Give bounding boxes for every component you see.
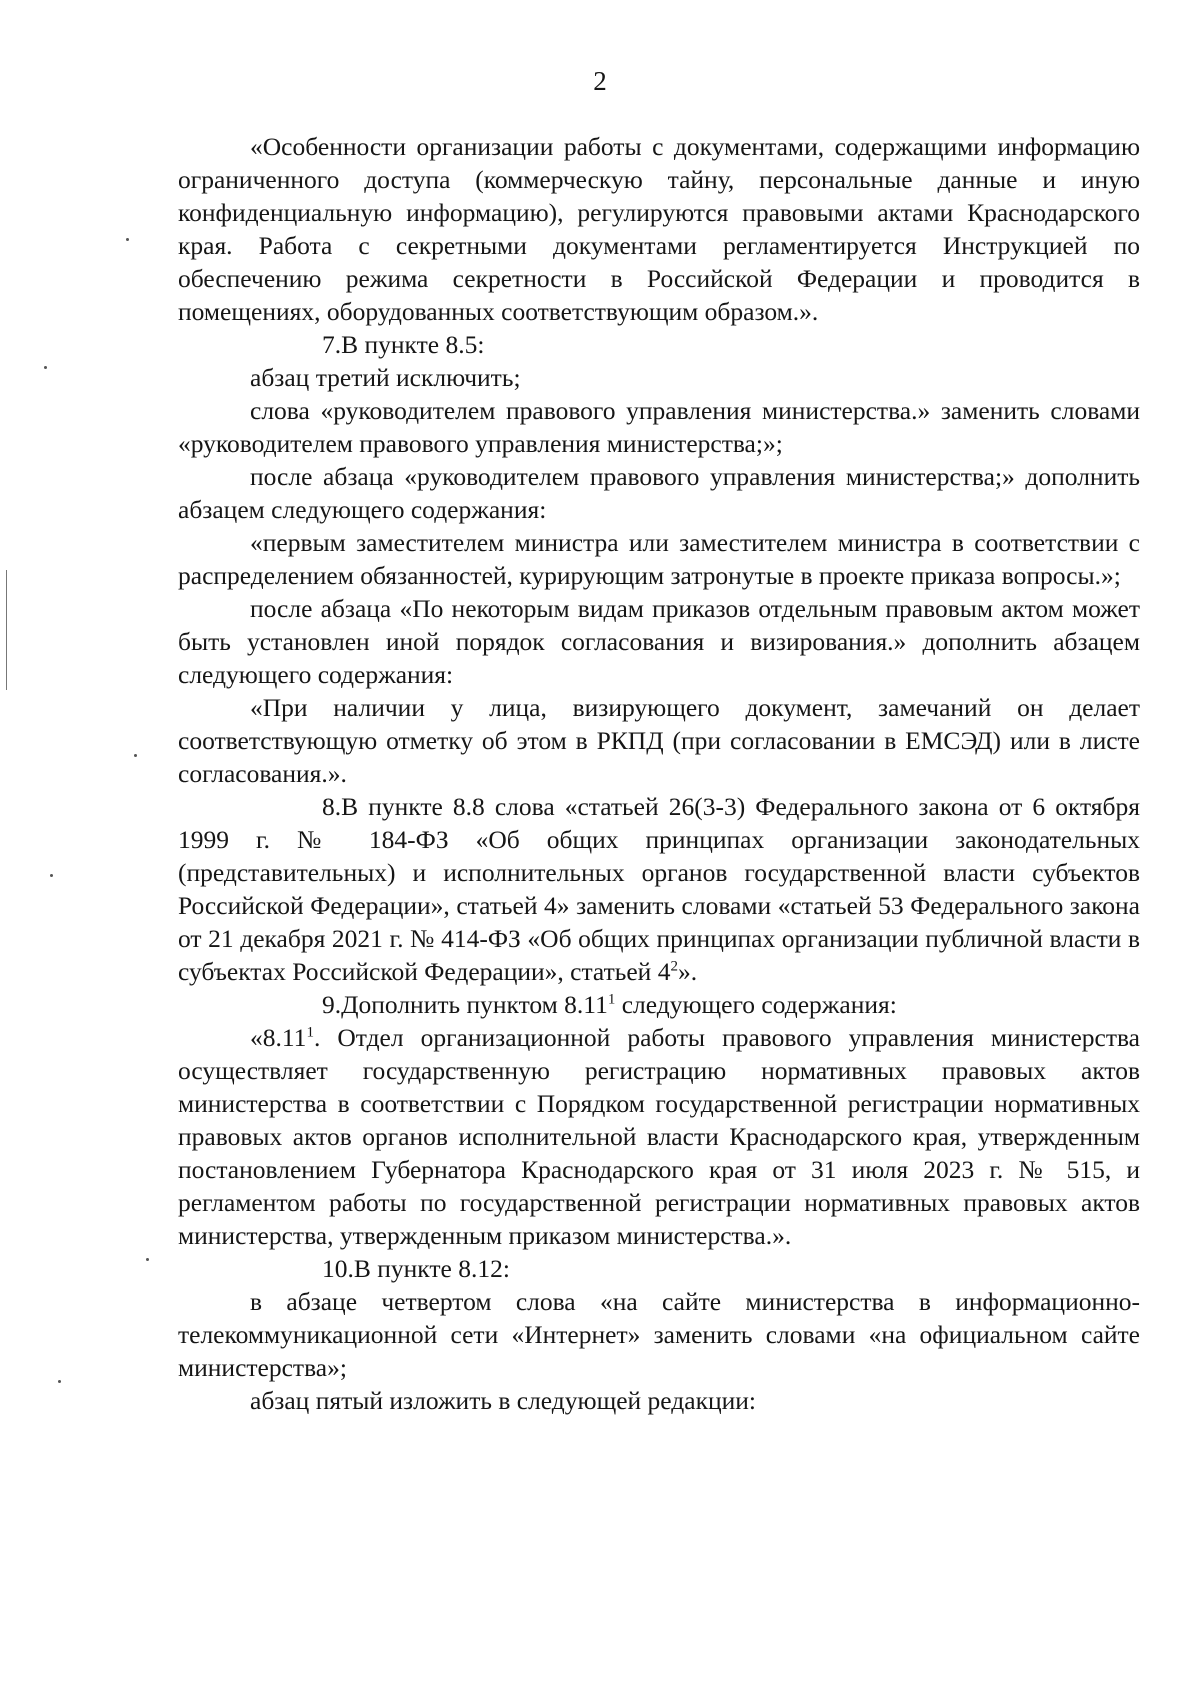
paragraph: в абзаце четвертом слова «на сайте министерства в информационно-телекоммуникационной сети «Интернет» заменить словами «на официальном сайте министерства»; [178,1287,1140,1382]
superscript: 1 [607,991,616,1008]
paragraph: слова «руководителем правового управления министерства.» заменить словами «руководителем правового управления министерства;»; [178,396,1140,458]
scan-speck [134,754,137,757]
list-item: 7.В пункте 8.5: [178,328,1140,361]
item-number: 8. [322,792,342,821]
document-body [178,130,1140,1417]
scan-speck [44,366,47,369]
list-item: 9.Дополнить пунктом 8.11$^1$ следующего содержания: [178,988,1140,1021]
paragraph: «Особенности организации работы с документами, содержащими информацию ограниченного доступа (коммерческую тайну, персональные данные и иную конфиденциальную информацию), регулируются правовыми актами Краснодарского края. Работа с секретными документами регламентируется Инструкцией по обеспечению режима секретности в Российской Федерации и проводится в помещениях, оборудованных соответствующим образом.». [178,132,1140,326]
paragraph: после абзаца «По некоторым видам приказов отдельным правовым актом может быть установлен иной порядок согласования и визирования.» дополнить абзацем следующего содержания: [178,594,1140,689]
paragraph: абзац пятый изложить в следующей редакции: [250,1386,756,1415]
scan-speck [50,874,53,877]
scan-speck [58,1380,61,1383]
list-item: 10.В пункте 8.12: [178,1252,1140,1285]
list-item: 8.В пункте 8.8 слова «статьей 26(3-3) Федерального закона от 6 октября 1999 г. № 184-ФЗ «Об общих принципах организации законодательных (представительных) и исполнительных органов государственной власти субъектов Российской Федерации», статьей 4» заменить словами «статьей 53 Федерального закона от 21 декабря 2021 г. № 414-ФЗ «Об общих принципах организации публичной власти в субъектах Российской Федерации», статьей $4^2$». [178,792,1140,986]
paragraph: «8.11$^1$. Отдел организационной работы правового управления министерства осуществляет государственную регистрацию нормативных правовых актов министерства в соответствии с Порядком государственной регистрации нормативных правовых актов органов исполнительной власти Краснодарского края, утвержденным постановлением Губернатора Краснодарского края от 31 июля 2023 г. № 515, и регламентом работы по государственной регистрации нормативных правовых актов министерства, утвержденным приказом министерства.». [178,1023,1140,1250]
superscript: 1 [306,1024,314,1041]
item-number: 9. [322,990,342,1019]
item-number: 10. [322,1254,354,1283]
paragraph: абзац третий исключить; [250,363,521,392]
page-number: 2 [593,66,607,96]
superscript: 2 [670,958,678,975]
paragraph: «При наличии у лица, визирующего документ, замечаний он делает соответствующую отметку об этом в РКПД (при согласовании в ЕМСЭД) или в листе согласования.». [178,693,1140,788]
item-number: 7. [322,330,342,359]
scan-speck [146,1258,149,1261]
paragraph: после абзаца «руководителем правового управления министерства;» дополнить абзацем следующего содержания: [178,462,1140,524]
paragraph: «первым заместителем министра или заместителем министра в соответствии с распределением обязанностей, курирующим затронутые в проекте приказа вопросы.»; [178,528,1140,590]
scan-edge-line [6,570,7,690]
scan-speck [126,238,129,241]
